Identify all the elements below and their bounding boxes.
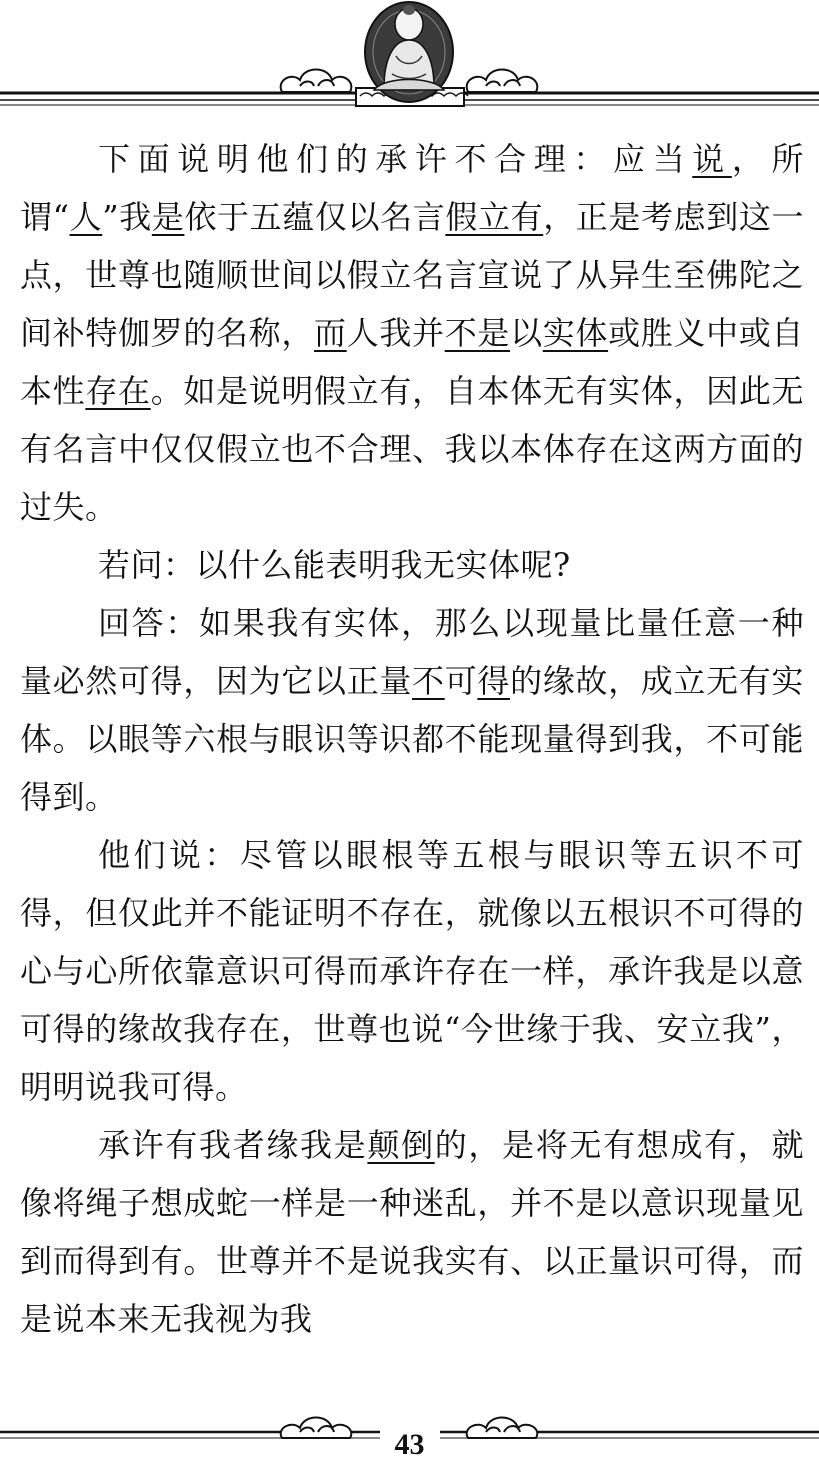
cloud-ornament-left-icon — [281, 70, 352, 93]
paragraph — [20, 826, 804, 1116]
underlined-text: 人 — [69, 198, 103, 236]
header-ornament — [0, 0, 819, 120]
text-run: 他们说：尽管以眼根等五根与眼识等五识不可得，但仅此并不能证明不存在，就像以五根识不可得的心与心所依靠意识可得而承许存在一样，承许我是以意可得的缘故我存在，世尊也说“今世缘于我、安立我”，明明说我可得。 — [20, 836, 804, 1106]
underlined-text: 不是 — [444, 314, 511, 352]
text-run: 依于五蕴仅以名言 — [184, 198, 446, 236]
text-run: 下面说明他们的承许不合理：应当 — [98, 140, 693, 178]
text-run: 可 — [444, 662, 478, 700]
underlined-text: 是 — [151, 198, 185, 236]
page-footer — [0, 1398, 819, 1468]
text-run: ，所谓“ — [20, 140, 804, 236]
text-run: 的，是将无有想成有，就像将绳子想成蛇一样是一种迷乱，并不是以意识现量见到而得到有。世尊并不是说我实有、以正量识可得，而是说本来无我视为我 — [20, 1126, 804, 1338]
text-run: 或胜义中或自本性 — [20, 314, 804, 410]
buddha-medallion-icon — [356, 2, 468, 106]
text-run: 以 — [510, 314, 543, 352]
underlined-text: 得 — [477, 662, 511, 700]
page-body — [20, 130, 804, 1348]
page-number: 43 — [394, 1428, 425, 1461]
underlined-text: 实体 — [542, 314, 609, 352]
underlined-text: 假立有 — [445, 198, 544, 236]
underlined-text: 不 — [412, 662, 445, 700]
cloud-ornament-right-icon — [467, 70, 538, 93]
text-run: 人我并 — [346, 314, 445, 352]
underlined-text: 存在 — [85, 372, 151, 410]
underlined-text: 而 — [314, 314, 347, 352]
text-run: 回答：如果我有实体，那么以现量比量任意一种量必然可得，因为它以正量 — [20, 604, 804, 700]
underlined-text: 颠倒 — [367, 1126, 435, 1164]
underlined-text: 说 — [692, 140, 732, 178]
text-run: ”我 — [102, 198, 152, 236]
paragraph — [20, 1116, 804, 1348]
text-run: 。如是说明假立有，自本体无有实体，因此无有名言中仅仅假立也不合理、我以本体存在这两方面的过失。 — [20, 372, 804, 526]
text-run: 的缘故，成立无有实体。以眼等六根与眼识等识都不能现量得到我，不可能得到。 — [20, 662, 804, 816]
text-run: 承许有我者缘我是 — [98, 1126, 368, 1164]
paragraph — [20, 594, 804, 826]
text-run: ，正是考虑到这一点，世尊也随顺世间以假立名言宣说了从异生至佛陀之间补特伽罗的名称， — [20, 198, 804, 352]
page-header — [0, 0, 819, 120]
text-run: 若问：以什么能表明我无实体呢? — [98, 546, 571, 584]
paragraph — [20, 536, 804, 594]
paragraph — [20, 130, 804, 536]
